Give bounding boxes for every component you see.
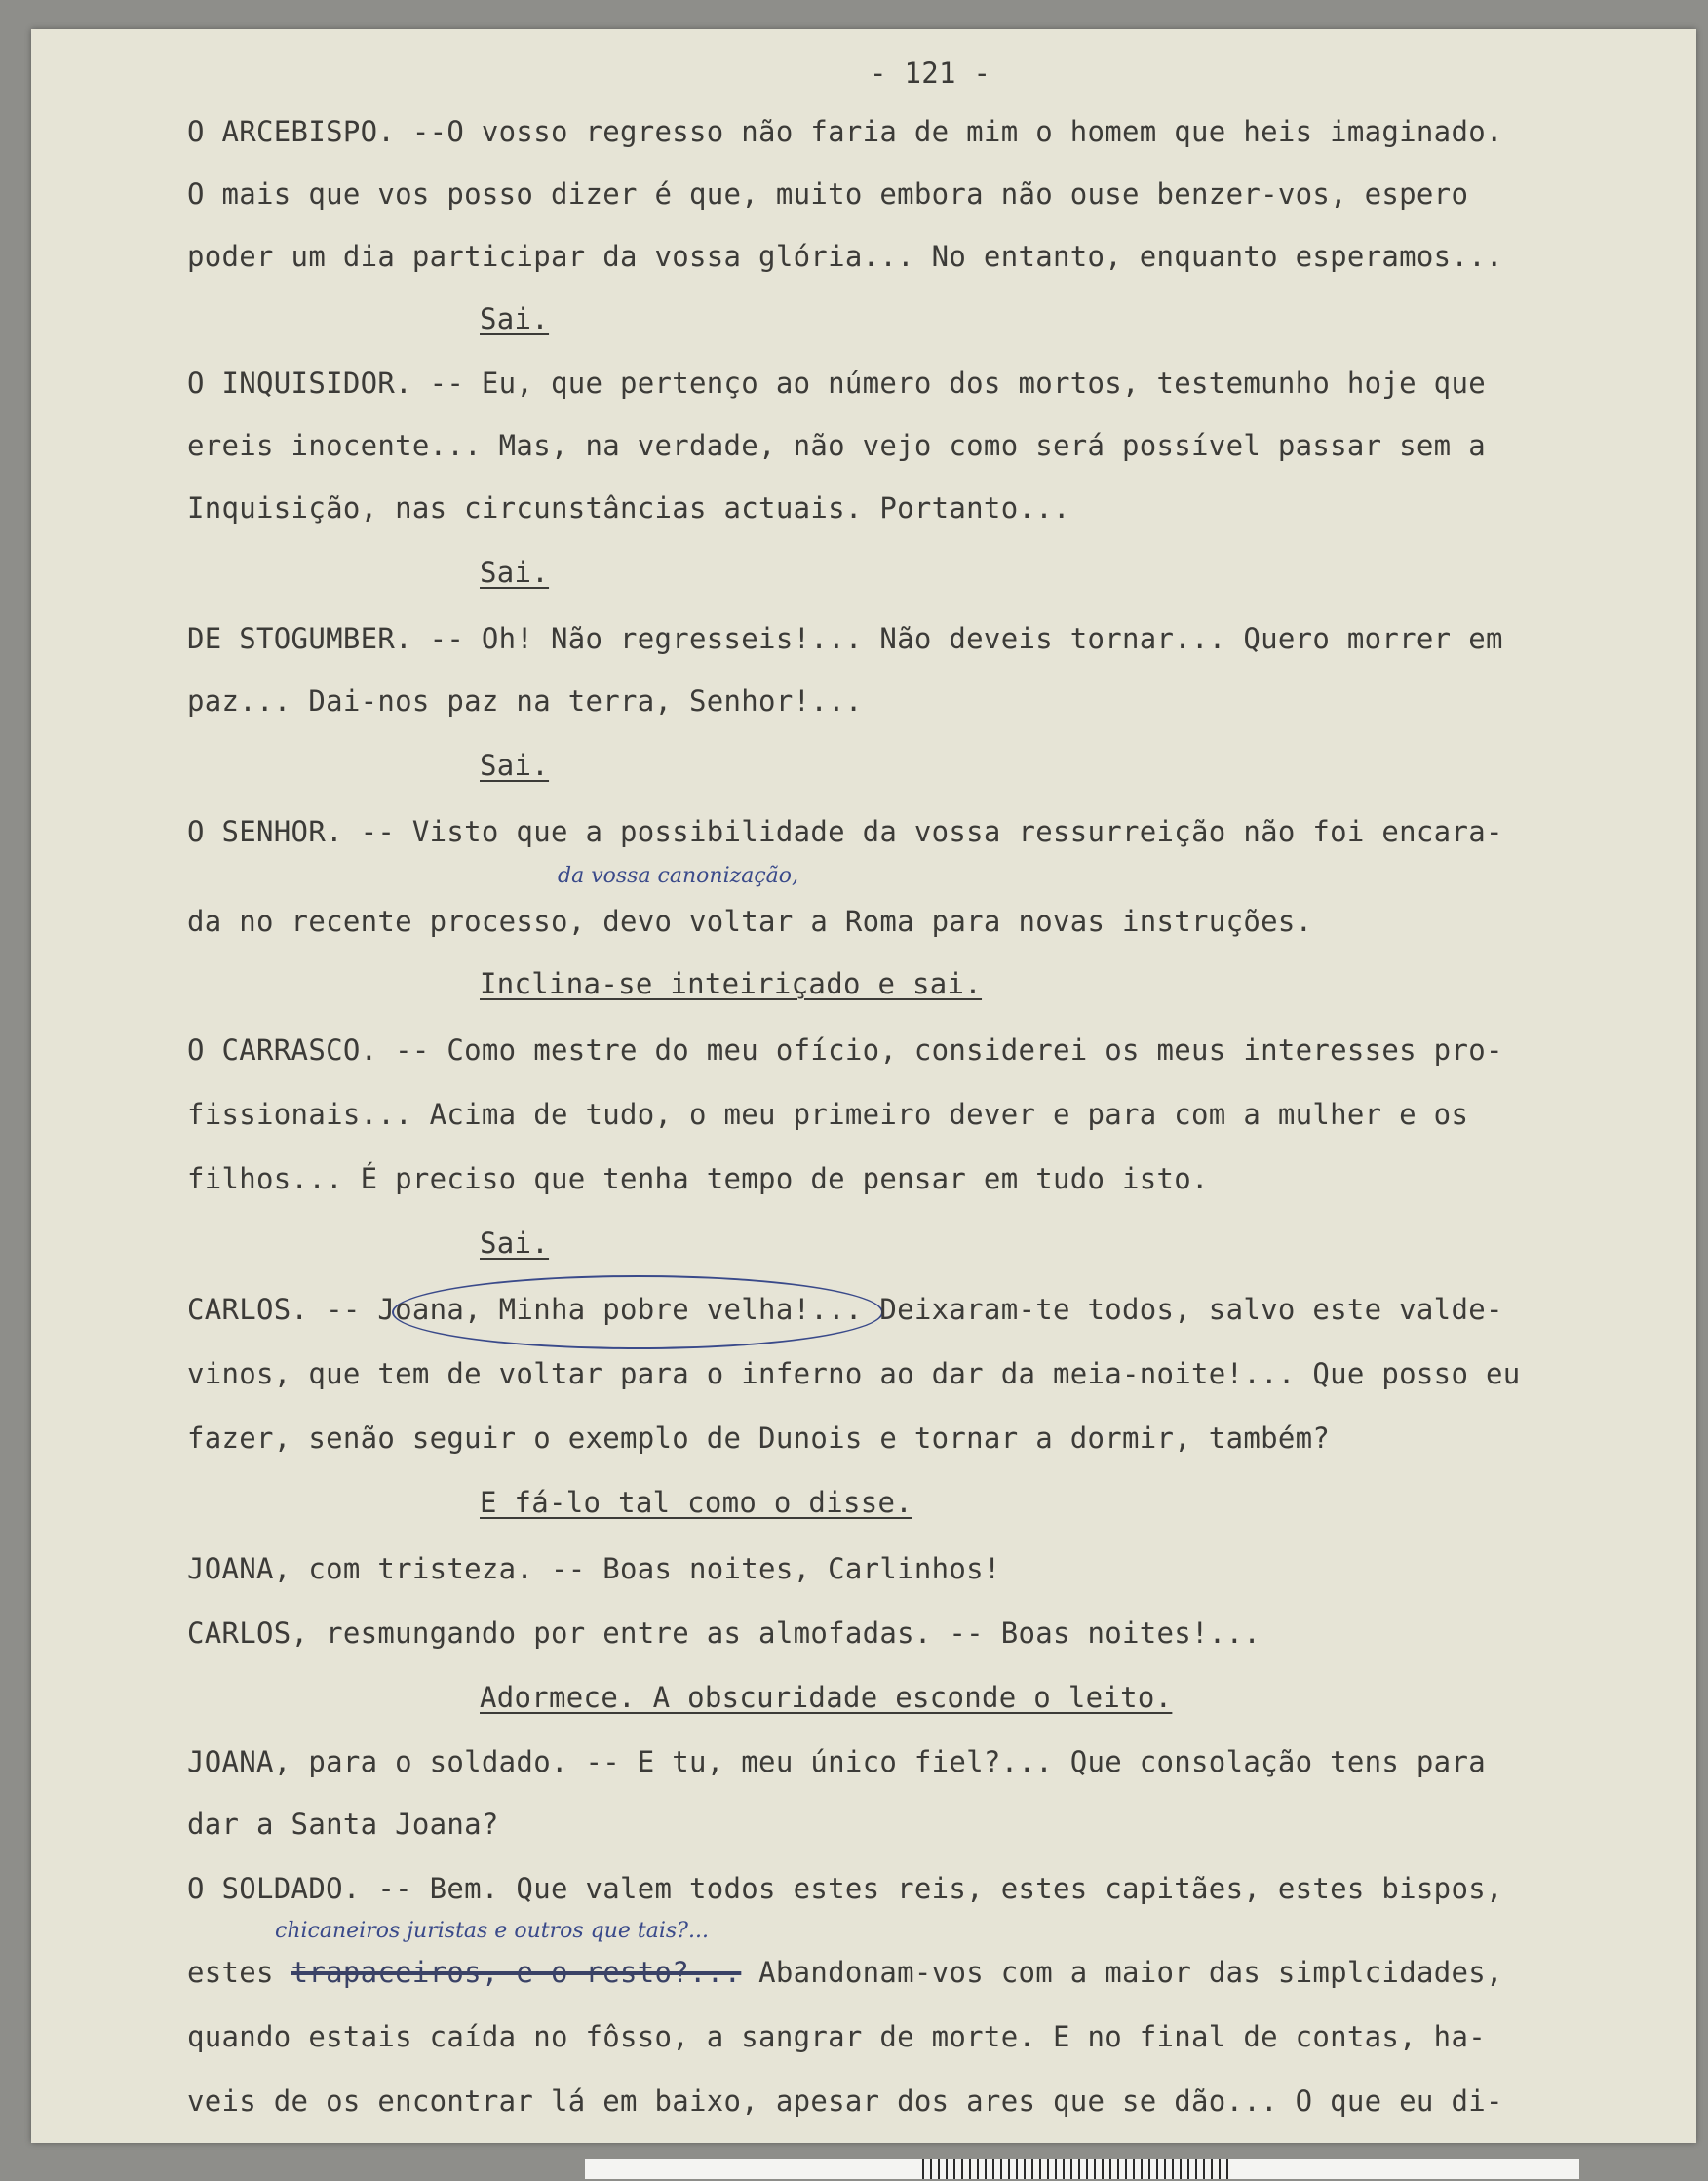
text-line: [187, 1956, 1503, 1989]
text-line: dar a Santa Joana?: [187, 1808, 499, 1841]
stage-direction: Inclina-se inteiriçado e sai.: [480, 967, 983, 1000]
text-line: fazer, senão seguir o exemplo de Dunois e tornar a dormir, também?: [187, 1422, 1331, 1455]
text-line: O SENHOR. -- Visto que a possibilidade da vossa ressurreição não foi encara-: [187, 815, 1503, 848]
text-line: quando estais caída no fôsso, a sangrar de morte. E no final de contas, ha-: [187, 2020, 1486, 2053]
text-line: CARLOS, resmungando por entre as almofadas. -- Boas noites!...: [187, 1616, 1262, 1650]
text-line: vinos, que tem de voltar para o inferno ao dar da meia-noite!... Que posso eu: [187, 1357, 1521, 1390]
stage-direction: Sai.: [480, 302, 550, 335]
stage-direction: Sai.: [480, 749, 550, 782]
text-line: JOANA, para o soldado. -- E tu, meu único fiel?... Que consolação tens para: [187, 1745, 1486, 1778]
text-line: fissionais... Acima de tudo, o meu primeiro dever e para com a mulher e os: [187, 1098, 1469, 1131]
text-line: O INQUISIDOR. -- Eu, que pertenço ao número dos mortos, testemunho hoje que: [187, 367, 1486, 400]
handwritten-insertion: da vossa canonização,: [558, 864, 798, 888]
document-page: [31, 29, 1696, 2143]
stage-direction: Sai.: [480, 556, 550, 589]
text-line: DE STOGUMBER. -- Oh! Não regresseis!... Não deveis tornar... Quero morrer em: [187, 622, 1503, 655]
text-line: CARLOS. -- Joana, Minha pobre velha!... Deixaram-te todos, salvo este valde-: [187, 1293, 1503, 1326]
page-number: - 121 -: [870, 57, 991, 90]
line-rest: Abandonam-vos com a maior das simplcidades,: [758, 1956, 1503, 1989]
struck-text: trapaceiros, e o resto?...: [291, 1956, 742, 1989]
stage-direction: Adormece. A obscuridade esconde o leito.: [480, 1681, 1173, 1714]
handwritten-insertion: chicaneiros juristas e outros que tais?...: [275, 1919, 709, 1943]
scan-scale-bar: [0, 2157, 1708, 2181]
stage-direction: E fá-lo tal como o disse.: [480, 1486, 912, 1519]
text-line: Inquisição, nas circunstâncias actuais. Portanto...: [187, 491, 1070, 525]
text-line: O CARRASCO. -- Como mestre do meu ofício, considerei os meus interesses pro-: [187, 1033, 1503, 1067]
text-line: da no recente processo, devo voltar a Roma para novas instruções.: [187, 905, 1313, 938]
stage-direction: Sai.: [480, 1227, 550, 1260]
text-line: ereis inocente... Mas, na verdade, não vejo como será possível passar sem a: [187, 429, 1486, 462]
text-line: filhos... É preciso que tenha tempo de pensar em tudo isto.: [187, 1162, 1209, 1195]
text-line: JOANA, com tristeza. -- Boas noites, Carlinhos!: [187, 1552, 1001, 1585]
text-line: O ARCEBISPO. --O vosso regresso não faria de mim o homem que heis imaginado.: [187, 115, 1503, 148]
text-line: O SOLDADO. -- Bem. Que valem todos estes reis, estes capitães, estes bispos,: [187, 1872, 1503, 1905]
line-start: estes: [187, 1956, 274, 1989]
text-line: veis de os encontrar lá em baixo, apesar dos ares que se dão... O que eu di-: [187, 2084, 1503, 2118]
text-line: paz... Dai-nos paz na terra, Senhor!...: [187, 684, 863, 718]
text-line: O mais que vos posso dizer é que, muito embora não ouse benzer-vos, espero: [187, 177, 1469, 211]
text-line: poder um dia participar da vossa glória... No entanto, enquanto esperamos...: [187, 240, 1503, 273]
